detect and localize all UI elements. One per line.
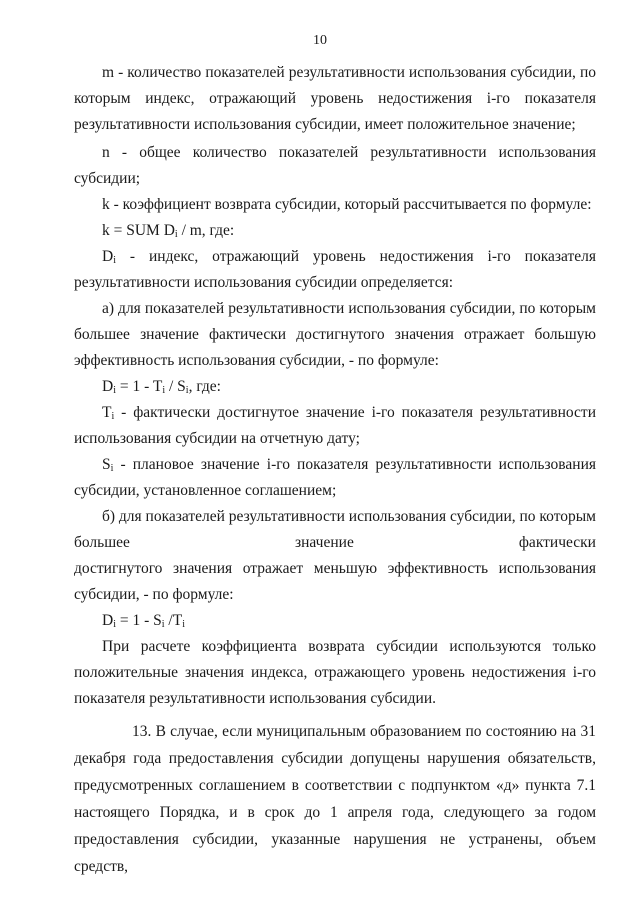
case-b-paragraph — [74, 504, 596, 608]
k-definition: k - коэффициент возврата субсидии, который рассчитывается по формуле: — [102, 196, 592, 213]
ti-definition: $T_i$ - фактически достигнутое значение i-го показателя результативности использования субсидии на отчетную дату; — [74, 404, 596, 447]
formula-b: $D_i = 1 - S_i$ $/T_i$ — [102, 612, 185, 630]
case-b-line-3: достигнутого значения отражает меньшую эффективность использования — [74, 560, 596, 577]
case-b-word-znachenie: значение — [295, 534, 354, 551]
formula-a: $D_i = 1 - T_i / S_i$, где: — [102, 378, 221, 396]
document-body — [74, 60, 596, 880]
case-a-paragraph: а) для показателей результативности использования субсидии, по которым большее значение фактически достигнутого значения отражает большую эффективность использования субсидии, - по формуле: — [74, 300, 596, 369]
si-definition: $S_i$ - плановое значение i-го показателя результативности использования субсидии, установленное соглашением; — [74, 456, 596, 499]
di-definition: $D_i$ - индекс, отражающий уровень недостижения i-го показателя результативности использования субсидии определяется: — [74, 248, 596, 291]
case-b-word-bolshee: большее — [74, 534, 130, 551]
n-definition: n - общее количество показателей результативности использования субсидии; — [74, 144, 596, 187]
item-13-paragraph: 13. В случае, если муниципальным образованием по состоянию на 31 декабря года предоставления субсидии допущены нарушения обязательств, предусмотренных соглашением в соответствии с подпунктом «д» пункта 7.1 настоящего Порядка, и в срок до 1 апреля года, следующего за годом предоставления субсидии, указанные нарушения не устранены, объем средств, — [74, 723, 596, 875]
case-b-line-1: б) для показателей результативности использования субсидии, по которым — [102, 508, 596, 525]
case-b-line-2 — [74, 530, 596, 556]
m-definition: m - количество показателей результативности использования субсидии, по которым индекс, отражающий уровень недостижения i-го показателя результативности использования субсидии, имеет положительное значение; — [74, 64, 596, 133]
k-formula: k = SUM $D_i$ / m, где: — [102, 222, 235, 240]
page-number: 10 — [313, 33, 327, 48]
positive-values-note: При расчете коэффициента возврата субсидии используются только положительные значения индекса, отражающего уровень недостижения i-го показателя результативности использования субсидии. — [74, 638, 596, 707]
case-b-word-fakticheski: фактически — [518, 534, 596, 551]
case-b-line-4: субсидии, - по формуле: — [74, 586, 234, 603]
